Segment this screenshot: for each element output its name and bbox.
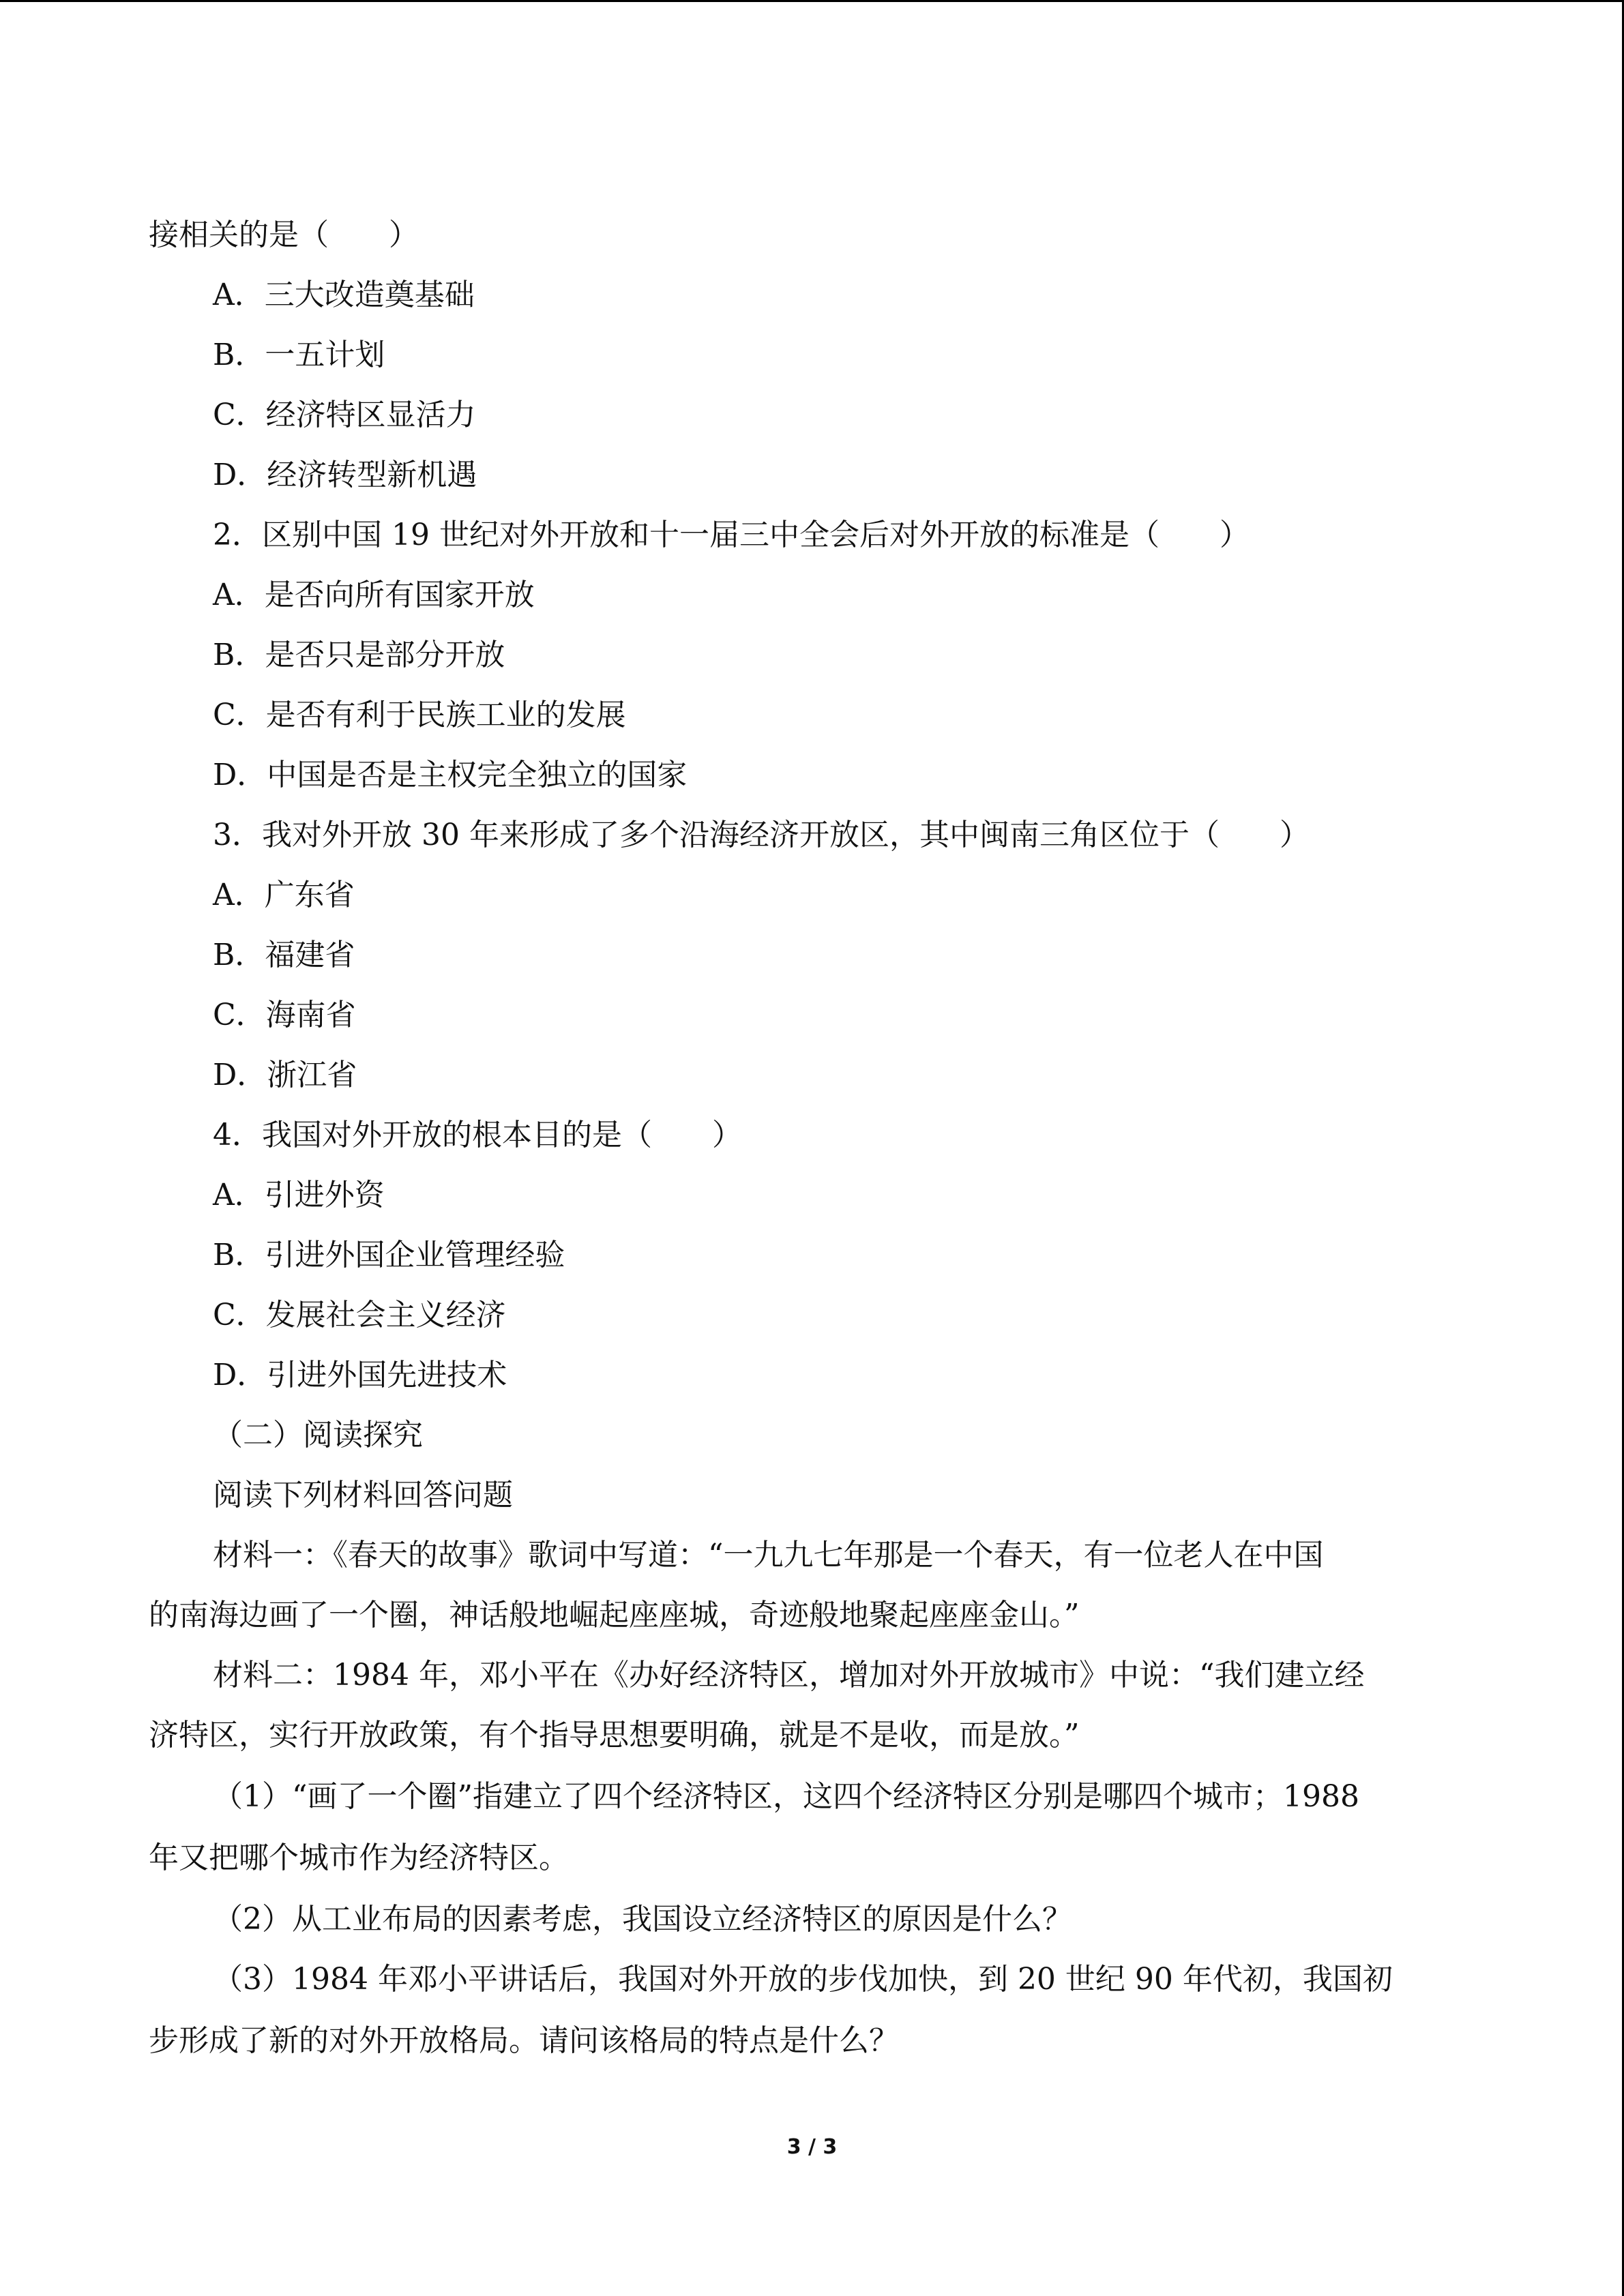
question-2-stem: 2．区别中国 19 世纪对外开放和十一届三中全会后对外开放的标准是（ ）: [213, 518, 1250, 552]
material-2-line-1: 材料二：1984 年，邓小平在《办好经济特区，增加对外开放城市》中说：“我们建立经: [213, 1658, 1365, 1693]
page-number: 3 / 3: [786, 2135, 838, 2159]
question-2-option-c: C．是否有利于民族工业的发展: [213, 698, 626, 732]
material-1-line-1: 材料一：《春天的故事》歌词中写道：“一九九七年那是一个春天，有一位老人在中国: [213, 1538, 1324, 1572]
sub-question-2: （2）从工业布局的因素考虑，我国设立经济特区的原因是什么？: [213, 1902, 1072, 1937]
question-3-stem: 3．我对外开放 30 年来形成了多个沿海经济开放区，其中闽南三角区位于（ ）: [213, 818, 1310, 852]
question-4-option-b: B．引进外国企业管理经验: [213, 1238, 565, 1272]
question-3-option-a: A．广东省: [213, 878, 355, 912]
question-4-stem: 4．我国对外开放的根本目的是（ ）: [213, 1118, 742, 1152]
section-heading: （二）阅读探究: [213, 1418, 423, 1452]
question-1-option-d: D．经济转型新机遇: [213, 458, 477, 492]
question-4-option-d: D．引进外国先进技术: [213, 1358, 507, 1392]
section-instruction: 阅读下列材料回答问题: [213, 1478, 513, 1512]
sub-question-1-line-2: 年又把哪个城市作为经济特区。: [149, 1840, 569, 1875]
question-3-option-c: C．海南省: [213, 998, 356, 1032]
sub-question-3-line-2: 步形成了新的对外开放格局。请问该格局的特点是什么？: [149, 2023, 899, 2058]
question-4-option-a: A．引进外资: [213, 1178, 385, 1212]
material-2-line-2: 济特区，实行开放政策，有个指导思想要明确，就是不是收，而是放。”: [149, 1718, 1080, 1753]
sub-question-3-line-1: （3）1984 年邓小平讲话后，我国对外开放的步伐加快，到 20 世纪 90 年代初，我国初: [213, 1962, 1393, 1997]
question-1-option-b: B．一五计划: [213, 338, 385, 372]
sub-question-1-line-1: （1）“画了一个圈”指建立了四个经济特区，这四个经济特区分别是哪四个城市；1988: [213, 1779, 1359, 1814]
question-1-stem-continued: 接相关的是（ ）: [149, 218, 419, 252]
material-1-line-2: 的南海边画了一个圈，神话般地崛起座座城，奇迹般地聚起座座金山。”: [149, 1598, 1080, 1632]
question-3-option-d: D．浙江省: [213, 1058, 357, 1092]
question-3-option-b: B．福建省: [213, 938, 355, 972]
question-2-option-d: D．中国是否是主权完全独立的国家: [213, 758, 688, 792]
question-1-option-c: C．经济特区显活力: [213, 398, 476, 432]
question-1-option-a: A．三大改造奠基础: [213, 278, 475, 312]
question-2-option-b: B．是否只是部分开放: [213, 638, 505, 672]
question-2-option-a: A．是否向所有国家开放: [213, 578, 535, 612]
question-4-option-c: C．发展社会主义经济: [213, 1298, 506, 1332]
